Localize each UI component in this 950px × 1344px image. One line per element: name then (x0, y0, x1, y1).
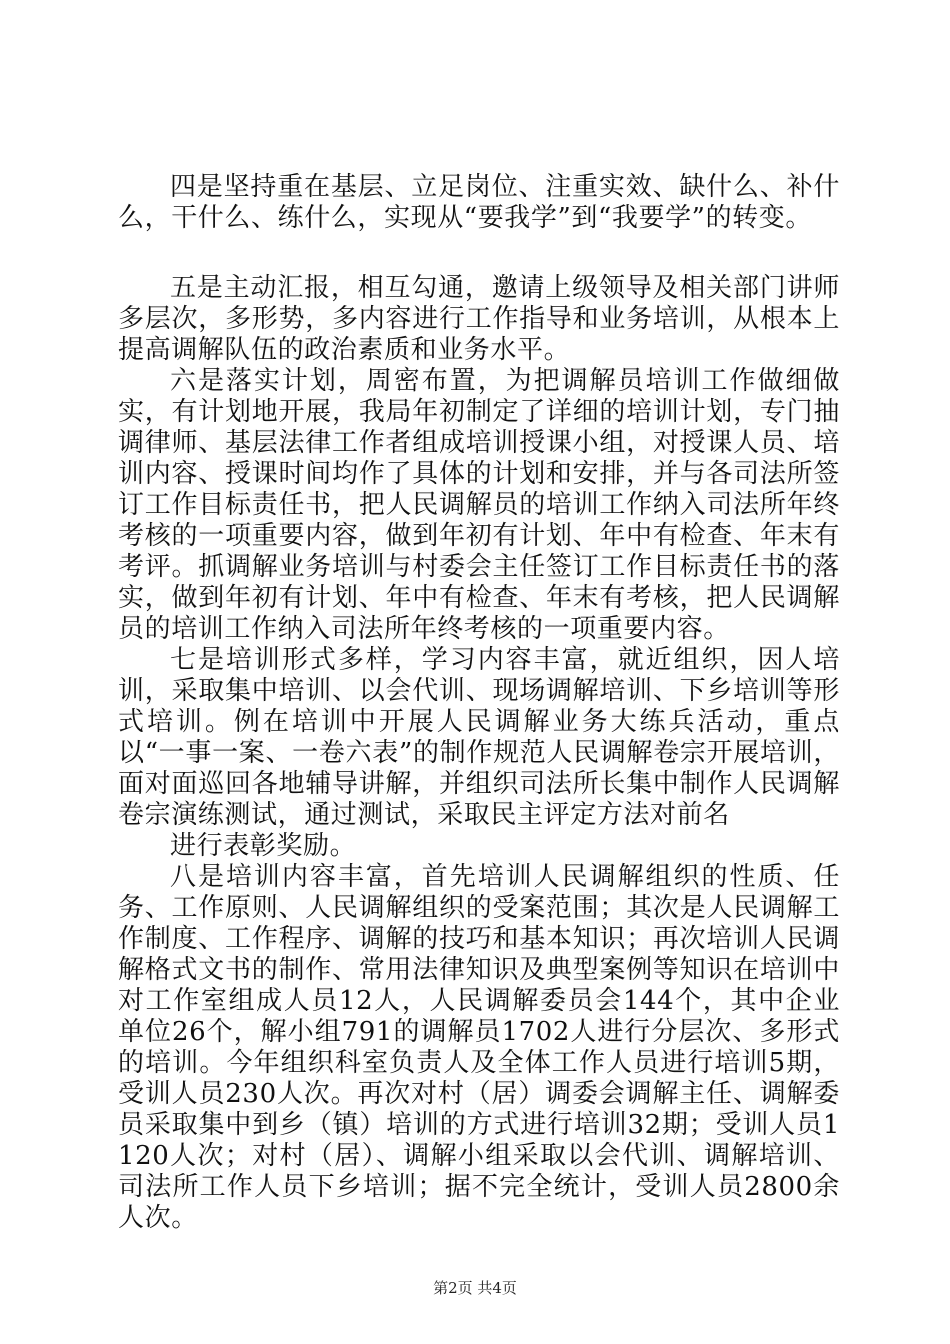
document-body (118, 172, 840, 1234)
paragraph-seven-continuation: 进行表彰奖励。 (170, 831, 357, 861)
paragraph-five: 五是主动汇报，相互勾通，邀请上级领导及相关部门讲师多层次，多形势，多内容进行工作指导和业务培训，从根本上提高调解队伍的政治素质和业务水平。 (118, 273, 840, 365)
paragraph-eight: 八是培训内容丰富，首先培训人民调解组织的性质、任务、工作原则、人民调解组织的受案范围；其次是人民调解工作制度、工作程序、调解的技巧和基本知识；再次培训人民调解格式文书的制作、常用法律知识及典型案例等知识在培训中对工作室组成人员12人，人民调解委员会144个，其中企业单位26个，解小组791的调解员1702人进行分层次、多形式的培训。今年组织科室负责人及全体工作人员进行培训5期，受训人员230人次。再次对村（居）调委会调解主任、调解委员采取集中到乡（镇）培训的方式进行培训32期；受训人员1120人次；对村（居）、调解小组采取以会代训、调解培训、司法所工作人员下乡培训；据不完全统计，受训人员2800余人次。 (118, 862, 840, 1233)
page-number-footer: 第2页 共4页 (433, 1279, 517, 1297)
paragraph-spacer (118, 234, 840, 273)
paragraph-four: 四是坚持重在基层、立足岗位、注重实效、缺什么、补什么，干什么、练什么，实现从“要我学”到“我要学”的转变。 (118, 172, 840, 233)
paragraph-six: 六是落实计划，周密布置，为把调解员培训工作做细做实，有计划地开展，我局年初制定了详细的培训计划，专门抽调律师、基层法律工作者组成培训授课小组，对授课人员、培训内容、授课时间均作了具体的计划和安排，并与各司法所签订工作目标责任书，把人民调解员的培训工作纳入司法所年终考核的一项重要内容，做到年初有计划、年中有检查、年末有考评。抓调解业务培训与村委会主任签订工作目标责任书的落实，做到年初有计划、年中有检查、年末有考核，把人民调解员的培训工作纳入司法所年终考核的一项重要内容。 (118, 366, 840, 644)
paragraph-seven: 七是培训形式多样，学习内容丰富，就近组织，因人培训，采取集中培训、以会代训、现场调解培训、下乡培训等形式培训。例在培训中开展人民调解业务大练兵活动，重点以“一事一案、一卷六表”的制作规范人民调解卷宗开展培训，面对面巡回各地辅导讲解，并组织司法所长集中制作人民调解卷宗演练测试，通过测试，采取民主评定方法对前名 (118, 645, 840, 830)
